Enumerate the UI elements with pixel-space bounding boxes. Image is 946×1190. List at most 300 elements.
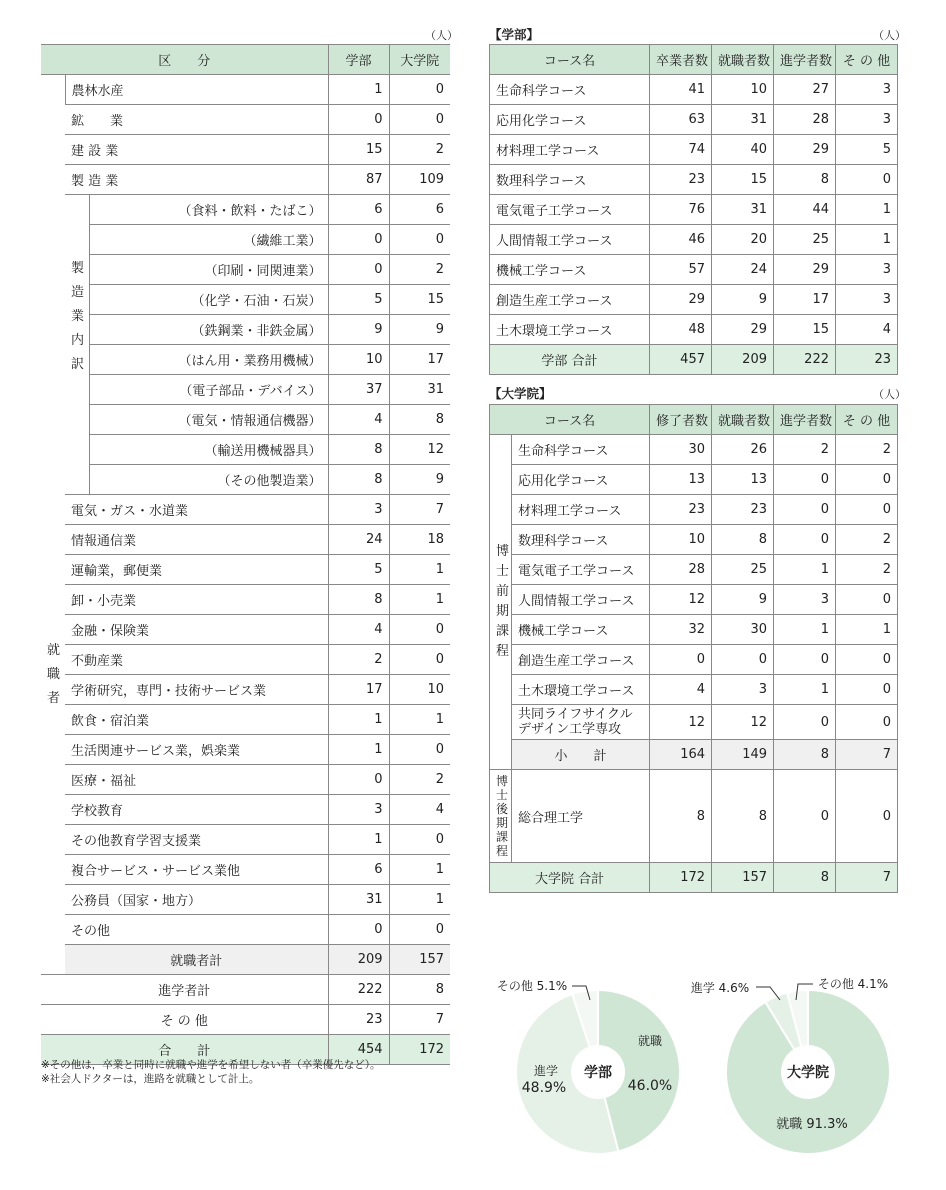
value-cell: 3 [836, 255, 898, 285]
label-char: 程 [496, 844, 509, 858]
daigakuin-value: 1 [389, 705, 450, 735]
column-header: コース名 [490, 405, 650, 435]
value-cell: 23 [712, 495, 774, 525]
course-name: 電気電子工学コース [512, 555, 650, 585]
table-row [41, 795, 450, 825]
value-cell: 10 [712, 75, 774, 105]
label-char: 期 [496, 604, 510, 619]
industry-name: 学校教育 [65, 795, 328, 825]
gakubu-value: 17 [328, 675, 389, 705]
label-hakushi-zenki [490, 435, 512, 770]
value-cell: 3 [836, 285, 898, 315]
value-cell: 172 [650, 863, 712, 893]
table-row [490, 675, 898, 705]
gakubu-value: 4 [328, 615, 389, 645]
value-cell: 0 [774, 525, 836, 555]
value-cell: 0 [836, 675, 898, 705]
daigakuin-value: 9 [389, 465, 450, 495]
daigakuin-value: 31 [389, 375, 450, 405]
table-row [41, 255, 450, 285]
value-cell: 2 [836, 435, 898, 465]
industry-name: 飲食・宿泊業 [65, 705, 328, 735]
daigakuin-value: 0 [389, 735, 450, 765]
gakubu-value: 1 [328, 735, 389, 765]
group-label-shushokusha [41, 75, 65, 975]
value-cell: 0 [774, 770, 836, 863]
industry-name: 金融・保険業 [65, 615, 328, 645]
table-row [41, 435, 450, 465]
total-label: 合 計 [41, 1035, 328, 1065]
value-cell: 15 [774, 315, 836, 345]
table-row [41, 915, 450, 945]
course-name: 総合理工学 [512, 770, 650, 863]
table-row [41, 315, 450, 345]
industry-name: 運輸業，郵便業 [65, 555, 328, 585]
value-cell: 1 [774, 675, 836, 705]
course-name: 創造生産工学コース [512, 645, 650, 675]
pie-label-shingaku: 進学 4.6% [690, 981, 750, 995]
shingaku-row [41, 975, 450, 1005]
industry-name: 公務員（国家・地方） [65, 885, 328, 915]
daigakuin-value: 0 [389, 645, 450, 675]
value-cell: 9 [712, 585, 774, 615]
value-cell: 2 [836, 525, 898, 555]
table-row [490, 645, 898, 675]
pie-label-sonota: その他 5.1% [496, 979, 568, 993]
value-cell: 0 [836, 585, 898, 615]
course-name: 土木環境工学コース [490, 315, 650, 345]
gakubu-value: 0 [328, 105, 389, 135]
value-cell: 12 [650, 705, 712, 740]
sonota-label: そ の 他 [41, 1005, 328, 1035]
sub-industry-name: （はん用・業務用機械） [89, 345, 328, 375]
daigakuin-value: 0 [389, 825, 450, 855]
daigakuin-value: 1 [389, 855, 450, 885]
value-cell: 4 [650, 675, 712, 705]
gakubu-value: 15 [328, 135, 389, 165]
total-row [490, 345, 898, 375]
sub-label-char: 業 [71, 309, 85, 324]
industry-name: 学術研究，専門・技術サービス業 [65, 675, 328, 705]
course-name: 人間情報工学コース [512, 585, 650, 615]
value-cell: 23 [836, 345, 898, 375]
value-cell: 0 [712, 645, 774, 675]
gakubu-value: 87 [328, 165, 389, 195]
course-name: 生命科学コース [490, 75, 650, 105]
value-cell: 222 [774, 345, 836, 375]
daigakuin-value: 4 [389, 795, 450, 825]
gakubu-value: 0 [328, 225, 389, 255]
value-cell: 149 [712, 740, 774, 770]
value-cell: 0 [774, 495, 836, 525]
value-cell: 29 [774, 255, 836, 285]
daigakuin-value: 157 [389, 945, 450, 975]
daigakuin-unit-label: （人） [873, 388, 906, 401]
daigakuin-value: 10 [389, 675, 450, 705]
table-row [490, 705, 898, 740]
value-cell: 20 [712, 225, 774, 255]
gakubu-value: 8 [328, 465, 389, 495]
daigakuin-value: 0 [389, 105, 450, 135]
value-cell: 0 [774, 645, 836, 675]
daigakuin-section-title: 【大学院】 [489, 386, 552, 401]
value-cell: 12 [712, 705, 774, 740]
table-row [41, 825, 450, 855]
course-name: 数理科学コース [512, 525, 650, 555]
value-cell: 27 [774, 75, 836, 105]
value-cell: 157 [712, 863, 774, 893]
sonota-row [41, 1005, 450, 1035]
value-cell: 30 [650, 435, 712, 465]
group-label-char: 職 [47, 666, 61, 682]
industry-name: 情報通信業 [65, 525, 328, 555]
gakubu-value: 6 [328, 855, 389, 885]
value-cell: 8 [650, 770, 712, 863]
column-header: そ の 他 [836, 405, 898, 435]
value-cell: 13 [650, 465, 712, 495]
left-unit-label: （人） [425, 29, 458, 42]
value-cell: 63 [650, 105, 712, 135]
sub-label-char: 内 [71, 333, 85, 348]
total-label: 学部 合計 [490, 345, 650, 375]
value-cell: 5 [836, 135, 898, 165]
value-cell: 0 [650, 645, 712, 675]
gakubu-section-title: 【学部】 [489, 27, 540, 42]
course-name: 数理科学コース [490, 165, 650, 195]
gakubu-value: 8 [328, 435, 389, 465]
pie-daigakuin [691, 976, 890, 1154]
course-name: 材料理工学コース [490, 135, 650, 165]
daigakuin-value: 9 [389, 315, 450, 345]
value-cell: 48 [650, 315, 712, 345]
value-cell: 4 [836, 315, 898, 345]
value-cell: 0 [836, 465, 898, 495]
gakubu-value: 1 [328, 705, 389, 735]
value-cell: 0 [836, 495, 898, 525]
gakubu-value: 6 [328, 195, 389, 225]
value-cell: 29 [774, 135, 836, 165]
value-cell: 76 [650, 195, 712, 225]
industry-name: 農林水産 [65, 75, 328, 105]
value-cell: 0 [836, 770, 898, 863]
subtotal-row [41, 945, 450, 975]
footnote-2: ※社会人ドクターは，進路を就職として計上。 [41, 1073, 260, 1085]
value-cell: 0 [836, 645, 898, 675]
value-cell: 164 [650, 740, 712, 770]
value-cell: 31 [712, 105, 774, 135]
column-header: コース名 [490, 45, 650, 75]
daigakuin-value: 109 [389, 165, 450, 195]
table-row [41, 345, 450, 375]
value-cell: 25 [712, 555, 774, 585]
table-row [490, 770, 898, 863]
pie-center-title: 学部 [584, 1065, 612, 1081]
gakubu-value: 24 [328, 525, 389, 555]
value-cell: 3 [836, 75, 898, 105]
value-cell: 209 [712, 345, 774, 375]
course-name: 電気電子工学コース [490, 195, 650, 225]
value-cell: 7 [836, 863, 898, 893]
table-row [41, 135, 450, 165]
table-row [490, 495, 898, 525]
sub-industry-name: （その他製造業） [89, 465, 328, 495]
course-name: 生命科学コース [512, 435, 650, 465]
course-name: 応用化学コース [490, 105, 650, 135]
table-row [490, 615, 898, 645]
industry-name: 医療・福祉 [65, 765, 328, 795]
sub-label-char: 製 [71, 261, 85, 276]
shingaku-label: 進学者計 [41, 975, 328, 1005]
pie-gakubu [497, 978, 680, 1154]
course-name-line2: デザイン工学専攻 [518, 722, 622, 737]
value-cell: 8 [712, 770, 774, 863]
sub-industry-name: （鉄鋼業・非鉄金属） [89, 315, 328, 345]
gakubu-value: 9 [328, 315, 389, 345]
gakubu-unit-label: （人） [873, 29, 906, 42]
gakubu-value: 0 [328, 915, 389, 945]
gakubu-value: 3 [328, 795, 389, 825]
daigakuin-value: 172 [389, 1035, 450, 1065]
label-char: 課 [496, 830, 509, 844]
sub-industry-name: （繊維工業） [89, 225, 328, 255]
daigakuin-value: 18 [389, 525, 450, 555]
table-row [490, 285, 898, 315]
course-name: 人間情報工学コース [490, 225, 650, 255]
daigakuin-value: 0 [389, 615, 450, 645]
table-row [490, 525, 898, 555]
pie-charts [480, 960, 920, 1190]
table-row [41, 285, 450, 315]
table-row [490, 585, 898, 615]
value-cell: 24 [712, 255, 774, 285]
industry-name: その他教育学習支援業 [65, 825, 328, 855]
value-cell: 41 [650, 75, 712, 105]
table-row [41, 675, 450, 705]
value-cell: 8 [712, 525, 774, 555]
subtotal-label: 小 計 [512, 740, 650, 770]
sub-industry-name: （食料・飲料・たばこ） [89, 195, 328, 225]
value-cell: 2 [836, 555, 898, 585]
value-cell: 8 [774, 165, 836, 195]
gakubu-value: 10 [328, 345, 389, 375]
sub-label-seizogyo-uchiwake [65, 195, 89, 495]
course-name: 機械工学コース [490, 255, 650, 285]
value-cell: 7 [836, 740, 898, 770]
gakubu-value: 454 [328, 1035, 389, 1065]
pie-label-shingaku-pct: 48.9% [521, 1080, 567, 1096]
gakubu-value: 3 [328, 495, 389, 525]
value-cell: 1 [774, 615, 836, 645]
table-row [490, 255, 898, 285]
header-gakubu: 学部 [328, 45, 389, 75]
course-name: 応用化学コース [512, 465, 650, 495]
daigakuin-value: 2 [389, 135, 450, 165]
daigakuin-value: 2 [389, 765, 450, 795]
column-header: 修了者数 [650, 405, 712, 435]
label-char: 期 [496, 816, 509, 830]
table-row [490, 225, 898, 255]
value-cell: 10 [650, 525, 712, 555]
value-cell: 44 [774, 195, 836, 225]
course-name: 材料理工学コース [512, 495, 650, 525]
subtotal-label: 就職者計 [65, 945, 328, 975]
gakubu-value: 5 [328, 285, 389, 315]
value-cell: 3 [836, 105, 898, 135]
label-char: 後 [496, 802, 509, 816]
daigakuin-value: 6 [389, 195, 450, 225]
gakubu-value: 0 [328, 255, 389, 285]
value-cell: 46 [650, 225, 712, 255]
footnote-1: ※その他は，卒業と同時に就職や進学を希望しない者（卒業優先など）。 [41, 1059, 381, 1071]
value-cell: 1 [836, 225, 898, 255]
table-row [41, 525, 450, 555]
gakubu-value: 37 [328, 375, 389, 405]
table-row [41, 705, 450, 735]
daigakuin-course-table [489, 404, 898, 893]
table-row [490, 315, 898, 345]
column-header: そ の 他 [836, 45, 898, 75]
value-cell: 32 [650, 615, 712, 645]
gakubu-value: 1 [328, 825, 389, 855]
value-cell: 1 [836, 615, 898, 645]
sub-industry-name: （化学・石油・石炭） [89, 285, 328, 315]
value-cell: 0 [836, 165, 898, 195]
table-row [41, 735, 450, 765]
table-row [41, 105, 450, 135]
subtotal-row [490, 740, 898, 770]
total-label: 大学院 合計 [490, 863, 650, 893]
course-name: 土木環境工学コース [512, 675, 650, 705]
table-row [41, 165, 450, 195]
daigakuin-value: 1 [389, 585, 450, 615]
table-row [41, 585, 450, 615]
table-row [490, 105, 898, 135]
value-cell: 2 [774, 435, 836, 465]
value-cell: 0 [836, 705, 898, 740]
value-cell: 28 [774, 105, 836, 135]
table-row [41, 195, 450, 225]
value-cell: 0 [774, 705, 836, 740]
daigakuin-value: 2 [389, 255, 450, 285]
value-cell: 30 [712, 615, 774, 645]
group-label-char: 就 [47, 642, 61, 658]
table-row [490, 465, 898, 495]
table-row [41, 75, 450, 105]
value-cell: 23 [650, 495, 712, 525]
value-cell: 12 [650, 585, 712, 615]
employment-by-industry-table [41, 44, 450, 1065]
column-header: 卒業者数 [650, 45, 712, 75]
sub-label-char: 造 [71, 285, 85, 300]
daigakuin-value: 8 [389, 405, 450, 435]
industry-name: 鉱 業 [65, 105, 328, 135]
table-row [41, 495, 450, 525]
industry-name: 複合サービス・サービス業他 [65, 855, 328, 885]
table-row [490, 195, 898, 225]
gakubu-value: 1 [328, 75, 389, 105]
gakubu-value: 23 [328, 1005, 389, 1035]
value-cell: 29 [650, 285, 712, 315]
daigakuin-value: 7 [389, 495, 450, 525]
daigakuin-value: 17 [389, 345, 450, 375]
course-name: 機械工学コース [512, 615, 650, 645]
value-cell: 29 [712, 315, 774, 345]
value-cell: 31 [712, 195, 774, 225]
table-row [490, 165, 898, 195]
label-char: 前 [496, 584, 510, 599]
industry-name: 不動産業 [65, 645, 328, 675]
gakubu-value: 222 [328, 975, 389, 1005]
industry-name: 卸・小売業 [65, 585, 328, 615]
value-cell: 40 [712, 135, 774, 165]
value-cell: 0 [774, 465, 836, 495]
sub-industry-name: （電子部品・デバイス） [89, 375, 328, 405]
value-cell: 57 [650, 255, 712, 285]
value-cell: 9 [712, 285, 774, 315]
table-row [490, 435, 898, 465]
label-char: 程 [496, 644, 510, 659]
daigakuin-value: 1 [389, 885, 450, 915]
pie-label-shushoku-pct: 46.0% [627, 1078, 673, 1094]
table-row [41, 405, 450, 435]
course-name-line1: 共同ライフサイクル [518, 707, 633, 722]
pie-center-title: 大学院 [787, 1065, 829, 1081]
table-row [41, 465, 450, 495]
table-row [490, 135, 898, 165]
industry-name: その他 [65, 915, 328, 945]
gakubu-value: 2 [328, 645, 389, 675]
value-cell: 26 [712, 435, 774, 465]
column-header: 進学者数 [774, 405, 836, 435]
course-name [512, 705, 650, 740]
gakubu-value: 4 [328, 405, 389, 435]
sub-industry-name: （印刷・同関連業） [89, 255, 328, 285]
label-hakushi-koki [490, 770, 512, 863]
table-row [41, 885, 450, 915]
industry-name: 製 造 業 [65, 165, 328, 195]
daigakuin-value: 8 [389, 975, 450, 1005]
value-cell: 8 [774, 863, 836, 893]
label-char: 士 [496, 564, 510, 579]
group-label-char: 者 [47, 690, 61, 706]
table-row [41, 225, 450, 255]
pie-label-shushoku: 就職 [637, 1034, 663, 1048]
header-kubun: 区 分 [41, 45, 328, 75]
gakubu-value: 209 [328, 945, 389, 975]
value-cell: 74 [650, 135, 712, 165]
value-cell: 25 [774, 225, 836, 255]
gakubu-value: 8 [328, 585, 389, 615]
value-cell: 28 [650, 555, 712, 585]
daigakuin-value: 12 [389, 435, 450, 465]
daigakuin-value: 0 [389, 915, 450, 945]
value-cell: 1 [774, 555, 836, 585]
gakubu-course-table [489, 44, 898, 375]
gakubu-value: 0 [328, 765, 389, 795]
industry-name: 電気・ガス・水道業 [65, 495, 328, 525]
value-cell: 13 [712, 465, 774, 495]
industry-name: 建 設 業 [65, 135, 328, 165]
table-row [41, 555, 450, 585]
column-header: 就職者数 [712, 405, 774, 435]
pie-label-sonota: その他 4.1% [817, 977, 889, 991]
daigakuin-value: 1 [389, 555, 450, 585]
value-cell: 8 [774, 740, 836, 770]
table-row [41, 615, 450, 645]
sub-industry-name: （輸送用機械器具） [89, 435, 328, 465]
daigakuin-value: 0 [389, 75, 450, 105]
course-name: 創造生産工学コース [490, 285, 650, 315]
